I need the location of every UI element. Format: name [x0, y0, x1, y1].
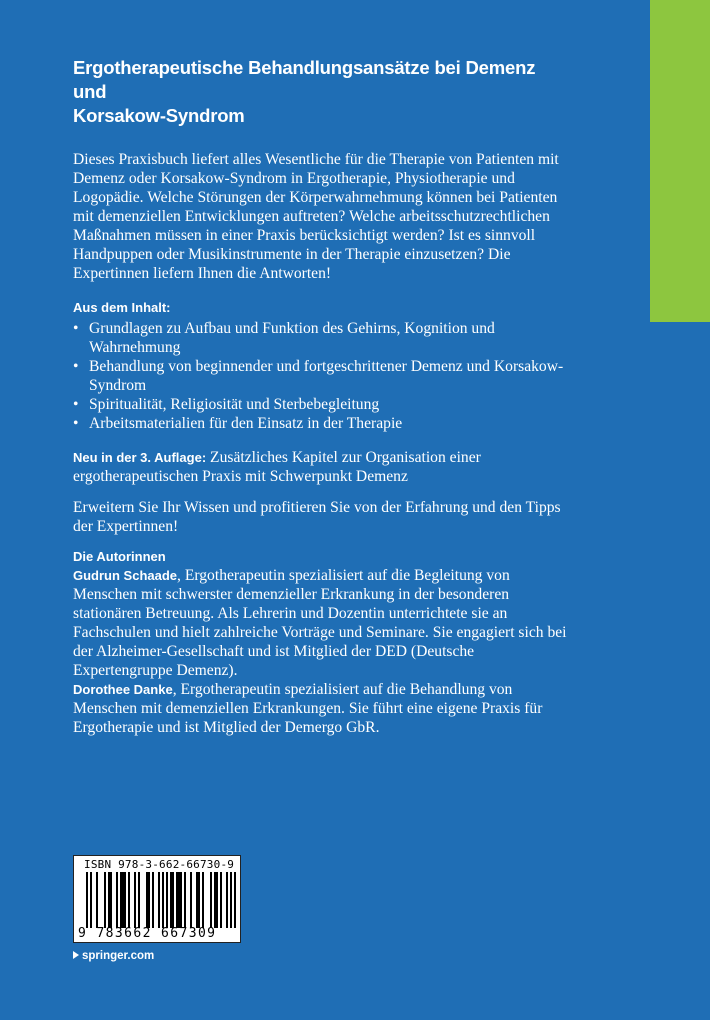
barcode-box — [73, 855, 241, 943]
list-item-text: Grundlagen zu Aufbau und Funktion des Gehirns, Kognition und Wahrnehmung — [89, 320, 495, 356]
author-name: Dorothee Danke — [73, 682, 173, 697]
list-item — [73, 395, 573, 414]
bullet-icon: • — [73, 415, 79, 432]
publisher-link[interactable] — [73, 950, 154, 962]
bullet-icon: • — [73, 396, 79, 413]
title-line-2: Korsakow-Syndrom — [73, 105, 245, 126]
author-description: , Ergotherapeutin spezialisiert auf die Begleitung von Menschen mit schwerster demenzieller Erkrankung in der besonderen stationären Betreuung. Als Lehrerin und Dozentin unterrichtete sie an Fachschulen und hielt zahlreiche Vorträge und Seminare. Sie engagiert sich bei der Alzheimer-Gesellschaft und ist Mitglied der DED (Deutsche Expertengruppe Demenz). — [73, 567, 567, 679]
arrow-right-icon — [73, 951, 79, 959]
author-name: Gudrun Schaade — [73, 568, 178, 583]
ean-digits: 9 783662 667309 — [78, 926, 217, 941]
new-edition-text: Zusätzliches Kapitel zur Organisation einer ergotherapeutischen Praxis mit Schwerpunkt Demenz — [73, 449, 481, 485]
bullet-icon: • — [73, 358, 79, 375]
cover-text — [73, 56, 573, 737]
list-item-text: Spiritualität, Religiosität und Sterbebegleitung — [89, 396, 380, 413]
author-description: , Ergotherapeutin spezialisiert auf die Behandlung von Menschen mit demenziellen Erkrankungen. Sie führt eine eigene Praxis für Ergotherapie und ist Mitglied der Demergo GbR. — [73, 681, 543, 736]
contents-heading: Aus dem Inhalt: — [73, 300, 171, 315]
isbn-number: ISBN 978-3-662-66730-9 — [84, 858, 235, 871]
green-accent-bar — [650, 0, 710, 322]
contents-list — [73, 319, 573, 433]
closing-paragraph: Erweitern Sie Ihr Wissen und profitieren Sie von der Erfahrung und den Tipps der Expertinnen! — [73, 499, 561, 535]
list-item-text: Arbeitsmaterialien für den Einsatz in der Therapie — [89, 415, 403, 432]
list-item — [73, 357, 573, 395]
author-bio — [73, 566, 573, 680]
author-bio — [73, 680, 573, 737]
title-line-1: Ergotherapeutische Behandlungsansätze bei Demenz und — [73, 57, 536, 102]
book-title — [73, 56, 573, 128]
list-item-text: Behandlung von beginnender und fortgeschrittener Demenz und Korsakow-Syndrom — [89, 358, 564, 394]
barcode-icon — [86, 872, 236, 928]
bullet-icon: • — [73, 320, 79, 337]
new-edition-label: Neu in der 3. Auflage: — [73, 450, 207, 465]
new-edition-note — [73, 448, 573, 486]
list-item — [73, 414, 573, 433]
publisher-url: springer.com — [82, 950, 155, 962]
list-item — [73, 319, 573, 357]
authors-heading: Die Autorinnen — [73, 549, 166, 564]
intro-paragraph: Dieses Praxisbuch liefert alles Wesentliche für die Therapie von Patienten mit Demenz oder Korsakow-Syndrom in Ergotherapie, Physiotherapie und Logopädie. Welche Störungen der Körperwahrnehmung können bei Patienten mit demenziellen Entwicklungen auftreten? Welche arbeitsschutzrechtlichen Maßnahmen müssen in einer Praxis berücksichtigt werden? Ist es sinnvoll Handpuppen oder Musikinstrumente in der Therapie einzusetzen? Die Expertinnen liefern Ihnen die Antworten! — [73, 151, 559, 282]
